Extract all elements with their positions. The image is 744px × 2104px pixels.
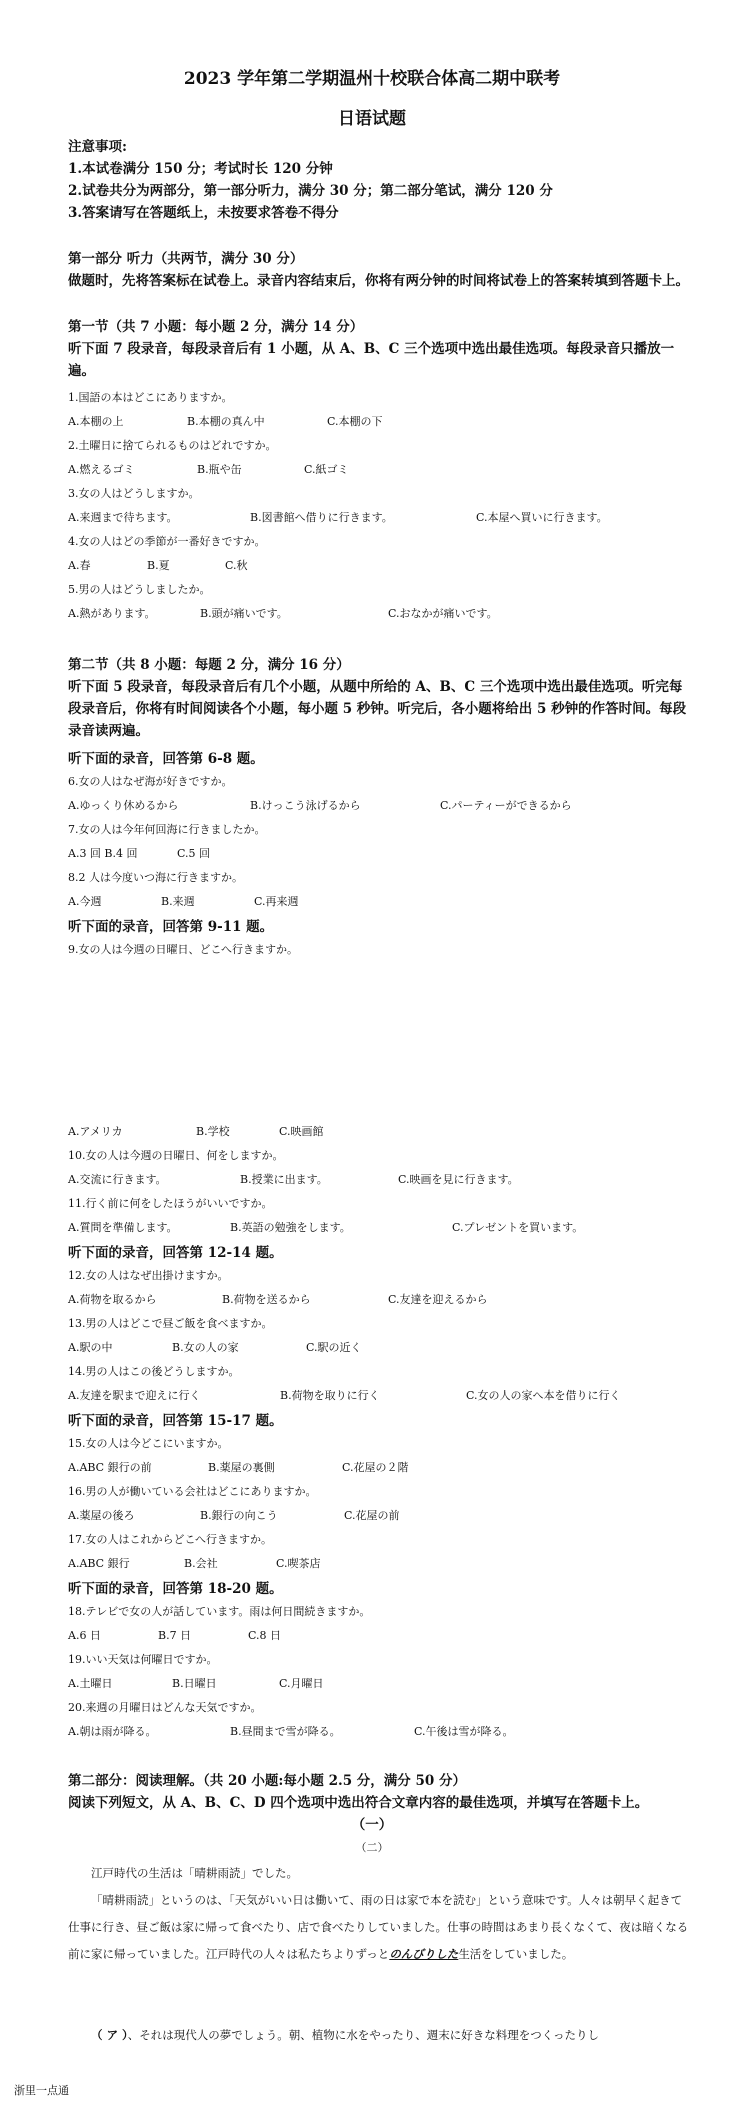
q12-option-a: A.荷物を取るから	[68, 1293, 157, 1306]
q14-option-a: A.友達を駅まで迎えに行く	[68, 1389, 201, 1402]
q6-option-a: A.ゆっくり休めるから	[68, 799, 179, 812]
group-12-14-heading: 听下面的录音，回答第 12-14 题。	[68, 1245, 283, 1261]
q15-option-b: B.薬屋の裏側	[208, 1461, 275, 1474]
q19-option-b: B.日曜日	[172, 1677, 217, 1690]
q16-option-a: A.薬屋の後ろ	[68, 1509, 135, 1522]
section2-instruction: 听下面 5 段录音，每段录音后有几个小题，从题中所给的 A、B、C 三个选项中选出最佳选项。听完每段录音后，你将有时间阅读各个小题，每小题 5 秒钟。听完后，各小题将给出 5 秒钟的作答时间。每段录音读两遍。	[68, 679, 687, 739]
question-2: 2.土曜日に捨てられるものはどれですか。	[68, 439, 277, 452]
paragraph-2-end: 生活をしていました。	[458, 1947, 574, 1961]
q9-option-c: C.映画館	[279, 1125, 324, 1138]
q10-option-c: C.映画を見に行きます。	[398, 1173, 519, 1186]
notice-item-2: 2.试卷共分为两部分，第一部分听力，满分 30 分；第二部分笔试，满分 120 分	[68, 183, 553, 199]
question-14: 14.男の人はこの後どうしますか。	[68, 1365, 240, 1378]
paragraph-3-text: 、それは現代人の夢でしょう。朝、植物に水をやったり、週末に好きな料理をつくったりし	[127, 2028, 600, 2042]
q10-option-a: A.交流に行きます。	[68, 1173, 167, 1186]
q17-option-c: C.喫茶店	[276, 1557, 321, 1570]
q7-option-c: C.5 回	[177, 847, 211, 860]
q13-option-a: A.駅の中	[68, 1341, 113, 1354]
q13-option-c: C.駅の近く	[306, 1341, 362, 1354]
q5-option-b: B.頭が痛いです。	[200, 607, 288, 620]
passage-paragraph-3	[68, 2022, 690, 2049]
q11-option-b: B.英語の勉強をします。	[230, 1221, 351, 1234]
q3-option-b: B.図書館へ借りに行きます。	[250, 511, 393, 524]
q6-option-c: C.パーティーができるから	[440, 799, 572, 812]
group-6-8-heading: 听下面的录音，回答第 6-8 题。	[68, 751, 264, 767]
q1-option-b: B.本棚の真ん中	[187, 415, 265, 428]
q20-option-c: C.午後は雪が降る。	[414, 1725, 514, 1738]
q20-option-a: A.朝は雨が降る。	[68, 1725, 157, 1738]
question-4: 4.女の人はどの季節が一番好きですか。	[68, 535, 266, 548]
q1-option-a: A.本棚の上	[68, 415, 124, 428]
q16-option-b: B.銀行の向こう	[200, 1509, 278, 1522]
exam-title: 2023 学年第二学期温州十校联合体高二期中联考	[183, 69, 561, 89]
question-16: 16.男の人が働いている会社はどこにありますか。	[68, 1485, 317, 1498]
q6-option-b: B.けっこう泳げるから	[250, 799, 361, 812]
q14-option-c: C.女の人の家へ本を借りに行く	[466, 1389, 621, 1402]
paragraph-2-text: 「晴耕雨読」というのは、「天気がいい日は働いて、雨の日は家で本を読む」という意味です。人々は朝早く起きて仕事に行き、昼ご飯は家に帰って食べたり、店で食べたりしていました。仕事の時間はあまり長くなくて、夜は暗くなる前に家に帰っていました。江戸時代の人々は私たちよりずっと	[68, 1893, 689, 1961]
q7-option-ab: A.3 回 B.4 回	[68, 847, 138, 860]
q4-option-a: A.春	[68, 559, 91, 572]
question-5: 5.男の人はどうしましたか。	[68, 583, 211, 596]
section1-heading: 第一节（共 7 小题：每小题 2 分，满分 14 分）	[68, 319, 364, 335]
group-9-11-heading: 听下面的录音，回答第 9-11 题。	[68, 919, 274, 935]
q9-option-a: A.アメリカ	[68, 1125, 123, 1138]
question-3: 3.女の人はどうしますか。	[68, 487, 200, 500]
question-19: 19.いい天気は何曜日ですか。	[68, 1653, 218, 1666]
blank-a-label: （ ア ）	[91, 2028, 128, 2042]
part1-instruction: 做题时，先将答案标在试卷上。录音内容结束后，你将有两分钟的时间将试卷上的答案转填到答题卡上。	[68, 273, 689, 289]
q18-option-b: B.7 日	[158, 1629, 192, 1642]
notice-item-3: 3.答案请写在答题纸上，未按要求答卷不得分	[68, 205, 339, 221]
section2-heading: 第二节（共 8 小题：每题 2 分，满分 16 分）	[68, 657, 350, 673]
group-18-20-heading: 听下面的录音，回答第 18-20 题。	[68, 1581, 283, 1597]
question-6: 6.女の人はなぜ海が好きですか。	[68, 775, 233, 788]
notice-item-1: 1.本试卷满分 150 分；考试时长 120 分钟	[68, 161, 333, 177]
q17-option-a: A.ABC 銀行	[68, 1557, 130, 1570]
q17-option-b: B.会社	[184, 1557, 218, 1570]
part2-heading: 第二部分：阅读理解。（共 20 小题:每小题 2.5 分，满分 50 分）	[68, 1773, 466, 1789]
question-10: 10.女の人は今週の日曜日、何をしますか。	[68, 1149, 284, 1162]
passage-paragraph-2	[68, 1887, 690, 1968]
passage-one-label: （一）	[351, 1817, 393, 1833]
q3-option-a: A.来週まで待ちます。	[68, 511, 178, 524]
q19-option-c: C.月曜日	[279, 1677, 324, 1690]
question-8: 8.2 人は今度いつ海に行きますか。	[68, 871, 243, 884]
q16-option-c: C.花屋の前	[344, 1509, 400, 1522]
question-13: 13.男の人はどこで昼ご飯を食べますか。	[68, 1317, 273, 1330]
part2-instruction: 阅读下列短文，从 A、B、C、D 四个选项中选出符合文章内容的最佳选项，并填写在答题卡上。	[68, 1795, 649, 1811]
question-7: 7.女の人は今年何回海に行きましたか。	[68, 823, 266, 836]
question-17: 17.女の人はこれからどこへ行きますか。	[68, 1533, 273, 1546]
q12-option-b: B.荷物を送るから	[222, 1293, 311, 1306]
q10-option-b: B.授業に出ます。	[240, 1173, 328, 1186]
underlined-phrase: のんびりした	[389, 1947, 459, 1961]
question-1: 1.国語の本はどこにありますか。	[68, 391, 233, 404]
q18-option-a: A.6 日	[68, 1629, 101, 1642]
question-11: 11.行く前に何をしたほうがいいですか。	[68, 1197, 273, 1210]
q8-option-a: A.今週	[68, 895, 102, 908]
question-12: 12.女の人はなぜ出掛けますか。	[68, 1269, 229, 1282]
q14-option-b: B.荷物を取りに行く	[280, 1389, 380, 1402]
q4-option-b: B.夏	[147, 559, 170, 572]
question-9: 9.女の人は今週の日曜日、どこへ行きますか。	[68, 943, 299, 956]
question-18: 18.テレビで女の人が話しています。雨は何日間続きますか。	[68, 1605, 371, 1618]
q9-option-b: B.学校	[196, 1125, 230, 1138]
passage-paragraph-1: 江戸時代の生活は「晴耕雨読」でした。	[91, 1866, 298, 1880]
passage-two-label: （二）	[355, 1841, 389, 1854]
q2-option-a: A.燃えるゴミ	[68, 463, 135, 476]
part1-heading: 第一部分 听力（共两节，满分 30 分）	[68, 251, 304, 267]
q2-option-b: B.瓶や缶	[197, 463, 242, 476]
q1-option-c: C.本棚の下	[327, 415, 383, 428]
q5-option-a: A.熱があります。	[68, 607, 156, 620]
q11-option-a: A.質問を準備します。	[68, 1221, 178, 1234]
question-20: 20.来週の月曜日はどんな天気ですか。	[68, 1701, 262, 1714]
q8-option-b: B.来週	[161, 895, 195, 908]
q19-option-a: A.土曜日	[68, 1677, 113, 1690]
section1-instruction: 听下面 7 段录音，每段录音后有 1 小题，从 A、B、C 三个选项中选出最佳选项。每段录音只播放一遍。	[68, 341, 675, 379]
q3-option-c: C.本屋へ買いに行きます。	[476, 511, 608, 524]
q15-option-c: C.花屋の２階	[342, 1461, 409, 1474]
q18-option-c: C.8 日	[248, 1629, 282, 1642]
q11-option-c: C.プレゼントを買います。	[452, 1221, 584, 1234]
footer-watermark: 浙里一点通	[14, 2084, 69, 2097]
group-15-17-heading: 听下面的录音，回答第 15-17 题。	[68, 1413, 283, 1429]
q13-option-b: B.女の人の家	[172, 1341, 239, 1354]
exam-subject: 日语试题	[338, 109, 406, 129]
q12-option-c: C.友達を迎えるから	[388, 1293, 488, 1306]
q8-option-c: C.再来週	[254, 895, 299, 908]
q4-option-c: C.秋	[225, 559, 248, 572]
q5-option-c: C.おなかが痛いです。	[388, 607, 498, 620]
question-15: 15.女の人は今どこにいますか。	[68, 1437, 229, 1450]
q15-option-a: A.ABC 銀行の前	[68, 1461, 152, 1474]
notice-heading: 注意事项:	[68, 139, 127, 155]
q20-option-b: B.昼間まで雪が降る。	[230, 1725, 341, 1738]
q2-option-c: C.紙ゴミ	[304, 463, 349, 476]
